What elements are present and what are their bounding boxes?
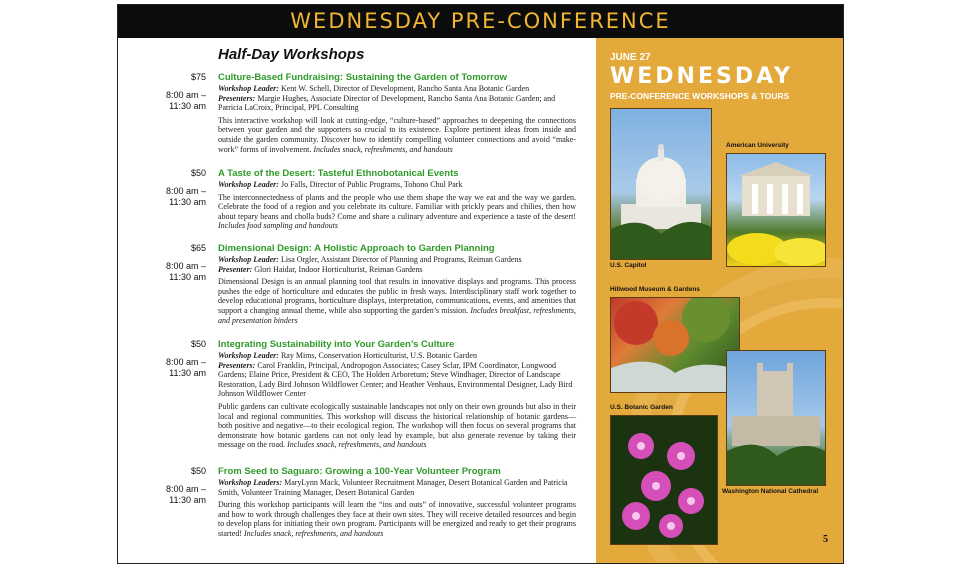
leader-label: Workshop Leader: [218, 84, 279, 93]
sidebar-panel [596, 38, 843, 563]
leader-label: Workshop Leader: [218, 180, 279, 189]
caption-hillwood: Hillwood Museum & Gardens [610, 286, 700, 293]
workshop-presenters [218, 94, 576, 113]
cathedral-illustration [727, 351, 825, 485]
workshop-presenters [218, 265, 576, 275]
cathedral-photo [726, 350, 826, 486]
workshop-leader [218, 478, 576, 497]
workshop-content [218, 243, 576, 325]
leader-text: Kent W. Schell, Director of Development, Rancho Santa Ana Botanic Garden [278, 84, 530, 93]
workshop-leader [218, 180, 576, 190]
botanic-garden-photo [610, 415, 718, 545]
workshop-title: From Seed to Saguaro: Growing a 100-Year Volunteer Program [218, 466, 501, 477]
workshop-time: 8:00 am – 11:30 am [165, 90, 206, 111]
workshop-leader [218, 255, 576, 265]
workshop-time: 8:00 am – 11:30 am [165, 357, 206, 378]
sidebar-day: WEDNESDAY [610, 64, 793, 89]
sidebar-date: JUNE 27 [610, 52, 651, 63]
workshop-price: $65 [190, 243, 206, 253]
description-text: Dimensional Design is an annual planning tool that results in innovative displays and programs. This process pushes the edge of horticulture and educates the public in fresh ways. Interdisciplinary staff work together to develop educational programs, horticulture displays, interpretation, communications, events, and amenities that support a changing annual theme, while also supporting the garden’s mission. [218, 277, 576, 315]
workshop-time: 8:00 am – 11:30 am [165, 261, 206, 282]
description-text: During this workshop participants will learn the “ins and outs” of innovative, successful volunteer programs and how to work through challenges they face at their own sites. They will receive detailed resources and begin to develop plans for initiating their own program. Participants will be energized and ready to get their programs started! [218, 500, 576, 538]
orchid-illustration [611, 416, 717, 544]
workshop-title: A Taste of the Desert: Tasteful Ethnobotanical Events [218, 168, 459, 179]
hillwood-illustration [611, 298, 739, 392]
capitol-photo [610, 108, 712, 260]
workshop-description [218, 500, 576, 538]
workshops-column [118, 38, 596, 563]
american-university-photo [726, 153, 826, 267]
presenters-text: Glori Haidar, Indoor Horticulturist, Reiman Gardens [252, 264, 423, 274]
includes-note: Includes food sampling and handouts [218, 221, 338, 231]
workshop-price: $75 [190, 72, 206, 82]
includes-note: Includes breakfast, refreshments, and presentation binders [218, 305, 576, 325]
workshop-price: $50 [190, 339, 206, 349]
leader-label: Workshop Leader: [218, 255, 279, 264]
workshop-title: Integrating Sustainability into Your Garden’s Culture [218, 339, 455, 350]
caption-cathedral: Washington National Cathedral [722, 488, 819, 495]
workshop-description [218, 116, 576, 154]
presenters-text: Margie Hughes, Associate Director of Development, Rancho Santa Ana Botanic Garden; and Patricia LaCroix, Principal, PPL Consulting [218, 93, 556, 113]
leader-text: MaryLynn Mack, Volunteer Recruitment Manager, Desert Botanical Garden and Patricia Smith, Volunteer Training Manager, Desert Botanical Garden [218, 478, 568, 497]
workshop-leader [218, 351, 576, 361]
presenters-label: Presenter: [218, 264, 253, 274]
workshop-content [218, 168, 576, 231]
banner-title: WEDNESDAY PRE-CONFERENCE [290, 9, 671, 33]
leader-label: Workshop Leaders: [218, 478, 283, 487]
includes-note: Includes snack, refreshments, and handouts [285, 440, 427, 450]
leader-text: Jo Falls, Director of Public Programs, Tohono Chul Park [278, 180, 463, 189]
workshop-price: $50 [190, 466, 206, 476]
workshop-leader [218, 84, 576, 94]
workshop-description [218, 193, 576, 231]
caption-botanic-garden: U.S. Botanic Garden [610, 404, 673, 411]
leader-text: Lisa Orgler, Assistant Director of Planning and Programs, Reiman Gardens [278, 255, 522, 264]
presenters-label: Presenters: [218, 93, 256, 103]
description-text: Public gardens can cultivate ecologically sustainable landscapes not only on their own grounds but also in their local and regional communities. This workshop will discuss the historical relationship of botanic gardens—both positive and negative—to their ecological region. The workshop will then focus on several programs that demonstrate how botanic gardens can not only lead by example, but also generate revenue by taking their message on the road. [218, 401, 576, 450]
capitol-illustration [611, 109, 711, 259]
workshop-time: 8:00 am – 11:30 am [165, 484, 206, 505]
workshop-content [218, 339, 576, 450]
workshop-description [218, 402, 576, 450]
includes-note: Includes snack, refreshments, and handouts [242, 528, 384, 538]
leader-label: Workshop Leader: [218, 351, 279, 360]
workshop-time: 8:00 am – 11:30 am [165, 186, 206, 207]
includes-note: Includes snack, refreshments, and handouts [311, 144, 453, 154]
workshop-price: $50 [190, 168, 206, 178]
caption-capitol: U.S. Capitol [610, 262, 647, 269]
presenters-label: Presenters: [218, 360, 256, 370]
section-heading: Half-Day Workshops [218, 46, 365, 63]
workshop-content [218, 466, 576, 539]
workshop-title: Culture-Based Fundraising: Sustaining the Garden of Tomorrow [218, 72, 508, 83]
caption-american-university: American University [726, 142, 789, 149]
description-text: The interconnectedness of plants and the people who use them shape the way we eat and the way we garden. Celebrate the food of a region and you celebrate its culture. Familiar with prickly pears and chilies, then how about tepary beans and cholla buds? Come and share a culinary adventure and experience a taste of the desert! [218, 192, 576, 221]
presenters-text: Carol Franklin, Principal, Andropogon Associates; Casey Sclar, IPM Coordinator, Longwood Gardens; Elaine Price, President & CEO, The Holden Arboretum; Steve Windhager, Director of Landscape Restoration, Lady Bird Johnson Wildflower Center; and Heather Venhaus, Environmental Designer, Lady Bird Johnson Wildflower Center [218, 360, 573, 399]
workshop-presenters [218, 361, 576, 399]
banner [118, 5, 843, 38]
sidebar-subtitle: PRE-CONFERENCE WORKSHOPS & TOURS [610, 91, 790, 101]
description-text: This interactive workshop will look at cutting-edge, “culture-based” approaches to deepening the connections between your garden and the supporters so crucial to its existence. Explore pertinent ideas from inside and outside the garden community. Discover how to identify compelling volunteer connections and avoid “make-work” forms of involvement. [218, 115, 576, 154]
brochure-page [117, 4, 844, 564]
page-number: 5 [823, 534, 828, 545]
workshop-description [218, 277, 576, 325]
workshop-content [218, 72, 576, 154]
workshop-title: Dimensional Design: A Holistic Approach to Garden Planning [218, 243, 495, 254]
leader-text: Ray Mims, Conservation Horticulturist, U.S. Botanic Garden [278, 351, 477, 360]
hillwood-photo [610, 297, 740, 393]
university-illustration [727, 154, 825, 266]
